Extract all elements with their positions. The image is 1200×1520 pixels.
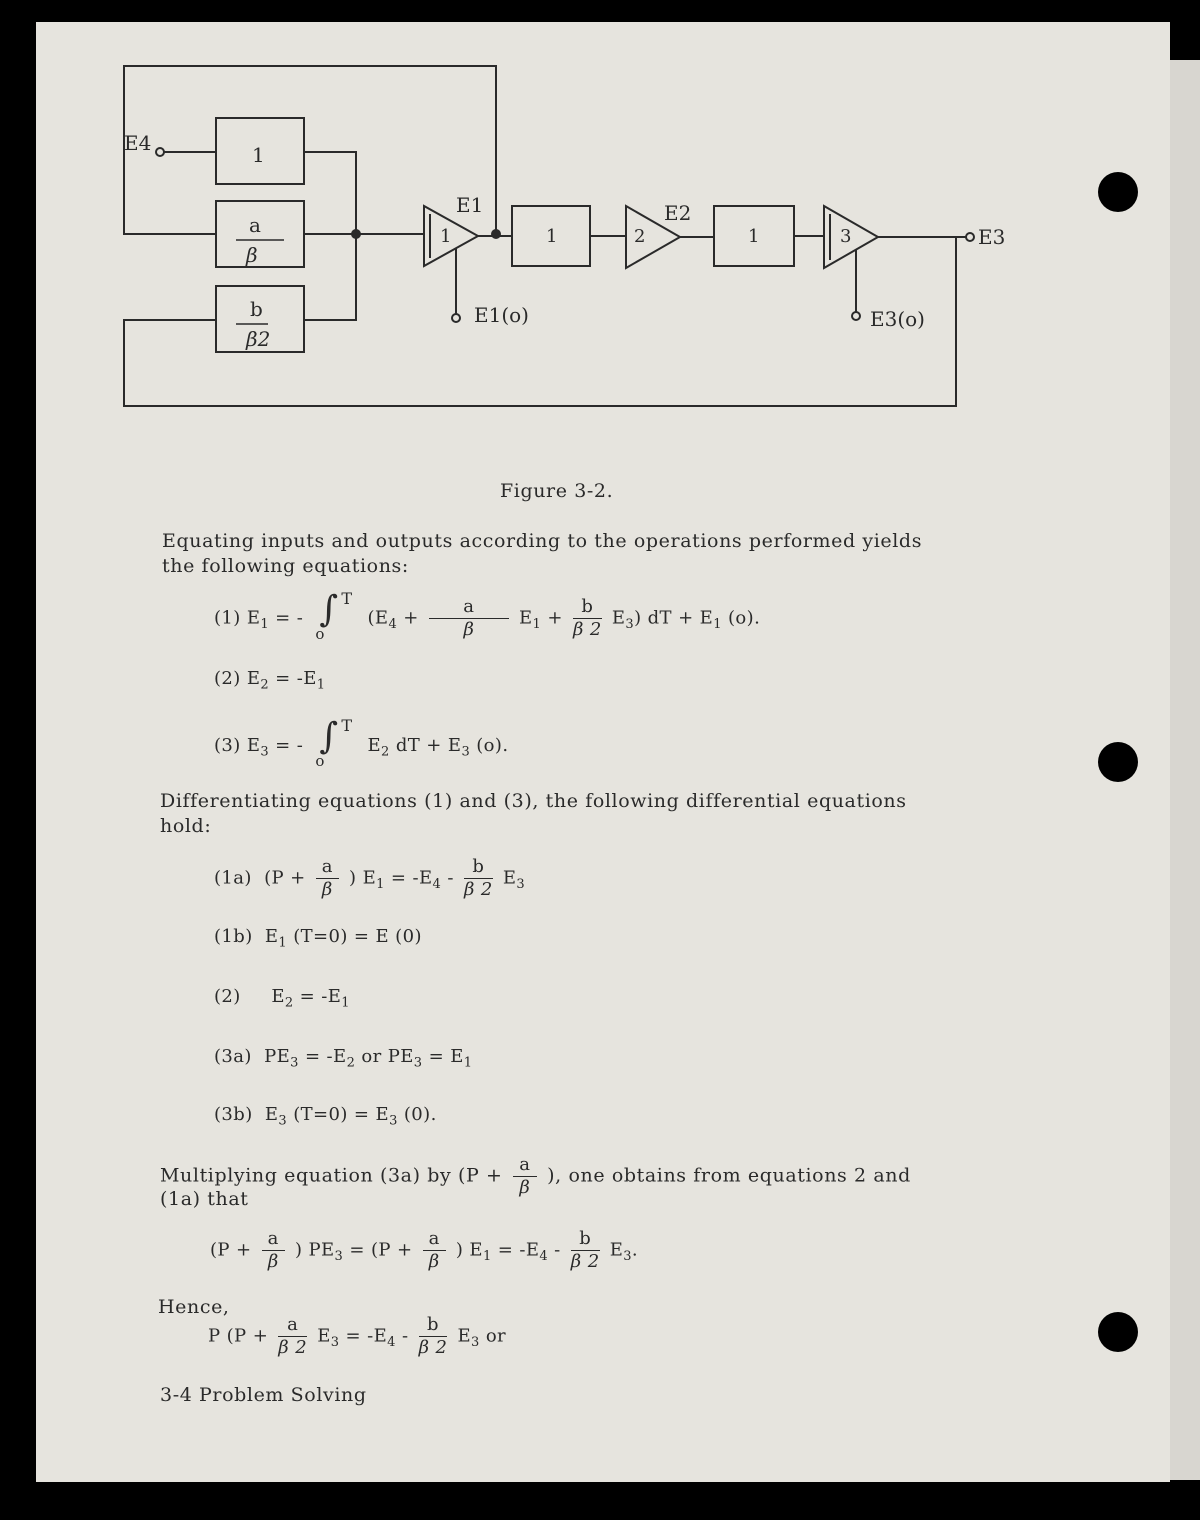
paragraph-line: (1a) that bbox=[160, 1188, 249, 1210]
equation-3b: (3b) $E_3$ $(T=0) = E_3$ (0). bbox=[214, 1104, 437, 1129]
gain-after-int1-label: 1 bbox=[546, 226, 558, 247]
equation-1: (1) $E_1$ = - ∫ T o ($E_4$ + $\frac{a}{\beta}$ $E_1$ + $\frac{b}{\beta 2}$ $E_3$) dT + $E_1$ (o). bbox=[214, 588, 761, 643]
junction-dot bbox=[491, 229, 501, 239]
input-label: E4 bbox=[124, 131, 152, 155]
ic3-label: E3(o) bbox=[870, 307, 925, 331]
equation-3: (3) $E_3$ = - ∫ T o $E_2$ dT + $E_3$ (o). bbox=[214, 716, 509, 770]
paragraph-line: Multiplying equation (3a) by (P + $\frac{a}{\beta}$ ), one obtains from equations 2 and bbox=[160, 1154, 911, 1198]
binder-hole bbox=[1098, 1312, 1138, 1352]
int1-label: 1 bbox=[440, 226, 452, 247]
paragraph-line: Hence, bbox=[158, 1296, 230, 1318]
output-label: E3 bbox=[978, 225, 1006, 249]
gain-bot-den: β2 bbox=[246, 327, 271, 351]
binder-hole bbox=[1098, 742, 1138, 782]
e1-label: E1 bbox=[456, 193, 484, 217]
gain-mid-num: a bbox=[249, 213, 261, 237]
paragraph-line: Differentiating equations (1) and (3), the following differential equations bbox=[160, 790, 907, 812]
paragraph-line: the following equations: bbox=[162, 555, 409, 577]
gain-mid-den: β bbox=[246, 243, 258, 267]
gain-after-inv-label: 1 bbox=[748, 226, 760, 247]
equation-5: P (P + $\frac{a}{\beta 2}$ $E_3 = -E_4$ - $\frac{b}{\beta 2}$ $E_3$ or bbox=[208, 1314, 507, 1358]
equation-3a: (3a) $PE_3 = -E_2$ or $PE_3 = E_1$ bbox=[214, 1046, 473, 1071]
figure-caption: Figure 3-2. bbox=[500, 480, 614, 502]
int3-label: 3 bbox=[840, 226, 852, 247]
equation-1b: (1b) $E_1$ (T=0) = E (0) bbox=[214, 926, 422, 951]
equation-1a: (1a) (P + $\frac{a}{\beta}$ ) $E_1 = -E_4$ - $\frac{b}{\beta 2}$ $E_3$ bbox=[214, 856, 526, 900]
paragraph-line: Equating inputs and outputs according to the operations performed yields bbox=[162, 530, 923, 552]
ic1-label: E1(o) bbox=[474, 303, 529, 327]
equation-2b: (2) $E_2 = -E_1$ bbox=[214, 986, 350, 1011]
gain-top-label: 1 bbox=[252, 143, 265, 167]
block-diagram bbox=[0, 0, 1200, 440]
gain-bot-num: b bbox=[250, 297, 263, 321]
summing-junction bbox=[351, 229, 361, 239]
page-footer: 3-4 Problem Solving bbox=[160, 1384, 367, 1406]
inverter-label: 2 bbox=[634, 226, 646, 247]
e2-label: E2 bbox=[664, 201, 692, 225]
paragraph-line: hold: bbox=[160, 815, 212, 837]
equation-2: (2) $E_2 = -E_1$ bbox=[214, 668, 326, 693]
equation-4: (P + $\frac{a}{\beta}$ ) $PE_3 = (P$ + $\frac{a}{\beta}$ ) $E_1 = -E_4$ - $\frac{b}{\beta 2}$ $E_3$. bbox=[210, 1228, 639, 1272]
